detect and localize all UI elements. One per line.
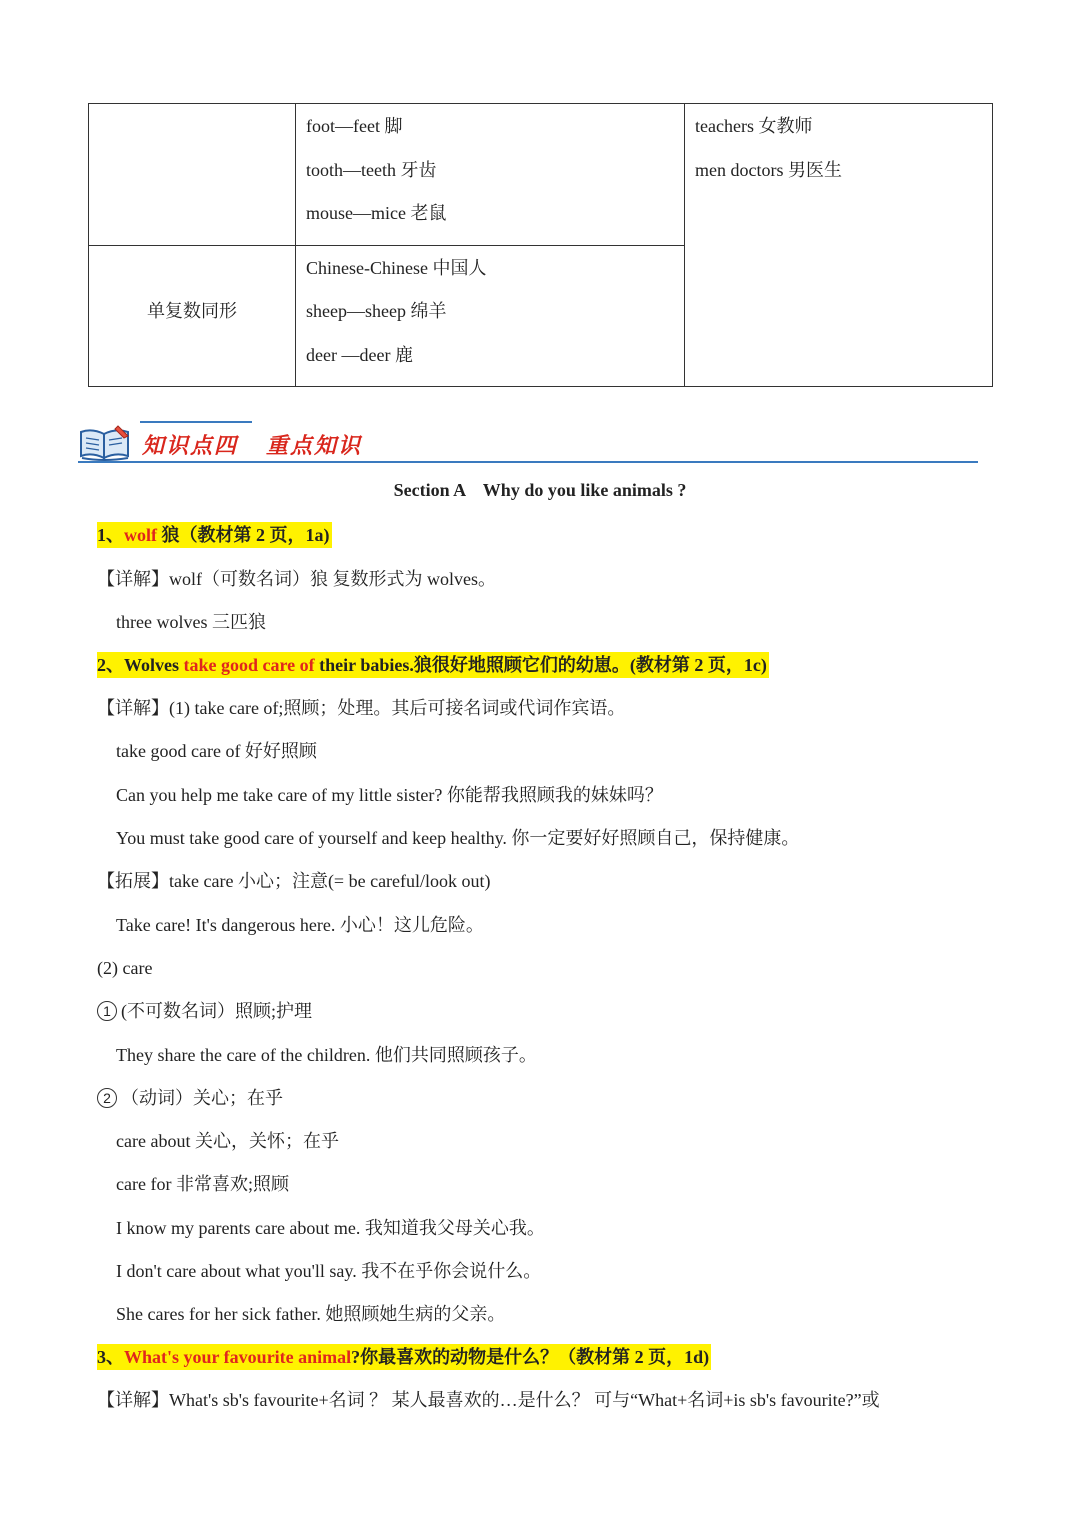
heading-label: 知识点四	[142, 433, 239, 459]
key-point-1: 1、wolf 狼（教材第 2 页，1a)	[97, 522, 332, 548]
heading-bottom-rule	[78, 461, 978, 463]
example-line: care for 非常喜欢;照顾	[116, 1174, 289, 1194]
subpoint-line: 1 (不可数名词）照顾;护理	[97, 998, 312, 1024]
explanation-line: 【详解】(1) take care of;照顾；处理。其后可接名词或代词作宾语。	[97, 698, 626, 718]
table-entry: tooth—teeth 牙齿	[306, 159, 437, 180]
example-line: Take care! It's dangerous here. 小心！这儿危险。	[116, 915, 484, 935]
heading-title	[142, 429, 362, 460]
example-line: You must take good care of yourself and keep healthy. 你一定要好好照顾自己，保持健康。	[116, 828, 800, 848]
example-line: Can you help me take care of my little sister? 你能帮我照顾我的妹妹吗？	[116, 785, 663, 805]
example-line: She cares for her sick father. 她照顾她生病的父亲。	[116, 1304, 506, 1324]
section-heading	[78, 418, 980, 468]
table-cell-compound-plurals	[685, 104, 993, 387]
key-point-2: 2、Wolves take good care of their babies.狼很好地照顾它们的幼崽。(教材第 2 页，1c)	[97, 652, 769, 678]
subpoint-line: (2) care	[97, 958, 153, 978]
circled-number: 2	[97, 1088, 117, 1108]
circled-number: 1	[97, 1001, 117, 1021]
table-entry: men doctors 男医生	[695, 159, 842, 180]
open-book-icon	[78, 422, 132, 462]
table-entry: foot—feet 脚	[306, 116, 403, 136]
explanation-line: 【详解】What's sb's favourite+名词 ？ 某人最喜欢的…是什么？ 可与“What+名词+is sb's favourite?”或	[97, 1390, 880, 1410]
example-line: They share the care of the children. 他们共同照顾孩子。	[116, 1045, 537, 1065]
example-line: care about 关心，关怀；在乎	[116, 1131, 339, 1151]
example-line: I don't care about what you'll say. 我不在乎你会说什么。	[116, 1261, 542, 1281]
example-line: three wolves 三匹狼	[116, 612, 266, 632]
heading-subtitle: 重点知识	[266, 433, 363, 459]
section-title: Section A Why do you like animals ?	[393, 480, 687, 500]
table-entry: Chinese-Chinese 中国人	[306, 257, 487, 278]
table-cell-same-form-plurals	[296, 245, 685, 387]
table-cell-empty	[89, 104, 296, 246]
table-entry: mouse—mice 老鼠	[306, 203, 447, 223]
table-entry: sheep—sheep 绵羊	[306, 301, 447, 321]
subpoint-line: 2 （动词）关心；在乎	[97, 1085, 283, 1111]
table-cell-irregular-plurals	[296, 104, 685, 246]
example-line: I know my parents care about me. 我知道我父母关心我。	[116, 1218, 545, 1238]
table-entry: deer —deer 鹿	[306, 344, 413, 365]
extension-line: 【拓展】take care 小心；注意(= be careful/look out)	[97, 871, 491, 891]
table-entry: teachers 女教师	[695, 116, 813, 136]
table-row	[89, 104, 993, 246]
table-cell-category: 单复数同形	[89, 245, 296, 387]
heading-top-rule	[140, 421, 252, 423]
example-line: take good care of 好好照顾	[116, 741, 317, 761]
plural-forms-table	[88, 103, 993, 387]
key-point-3: 3、What's your favourite animal?你最喜欢的动物是什么？（教材第 2 页，1d)	[97, 1344, 711, 1370]
explanation-line: 【详解】wolf（可数名词）狼 复数形式为 wolves。	[97, 569, 496, 589]
